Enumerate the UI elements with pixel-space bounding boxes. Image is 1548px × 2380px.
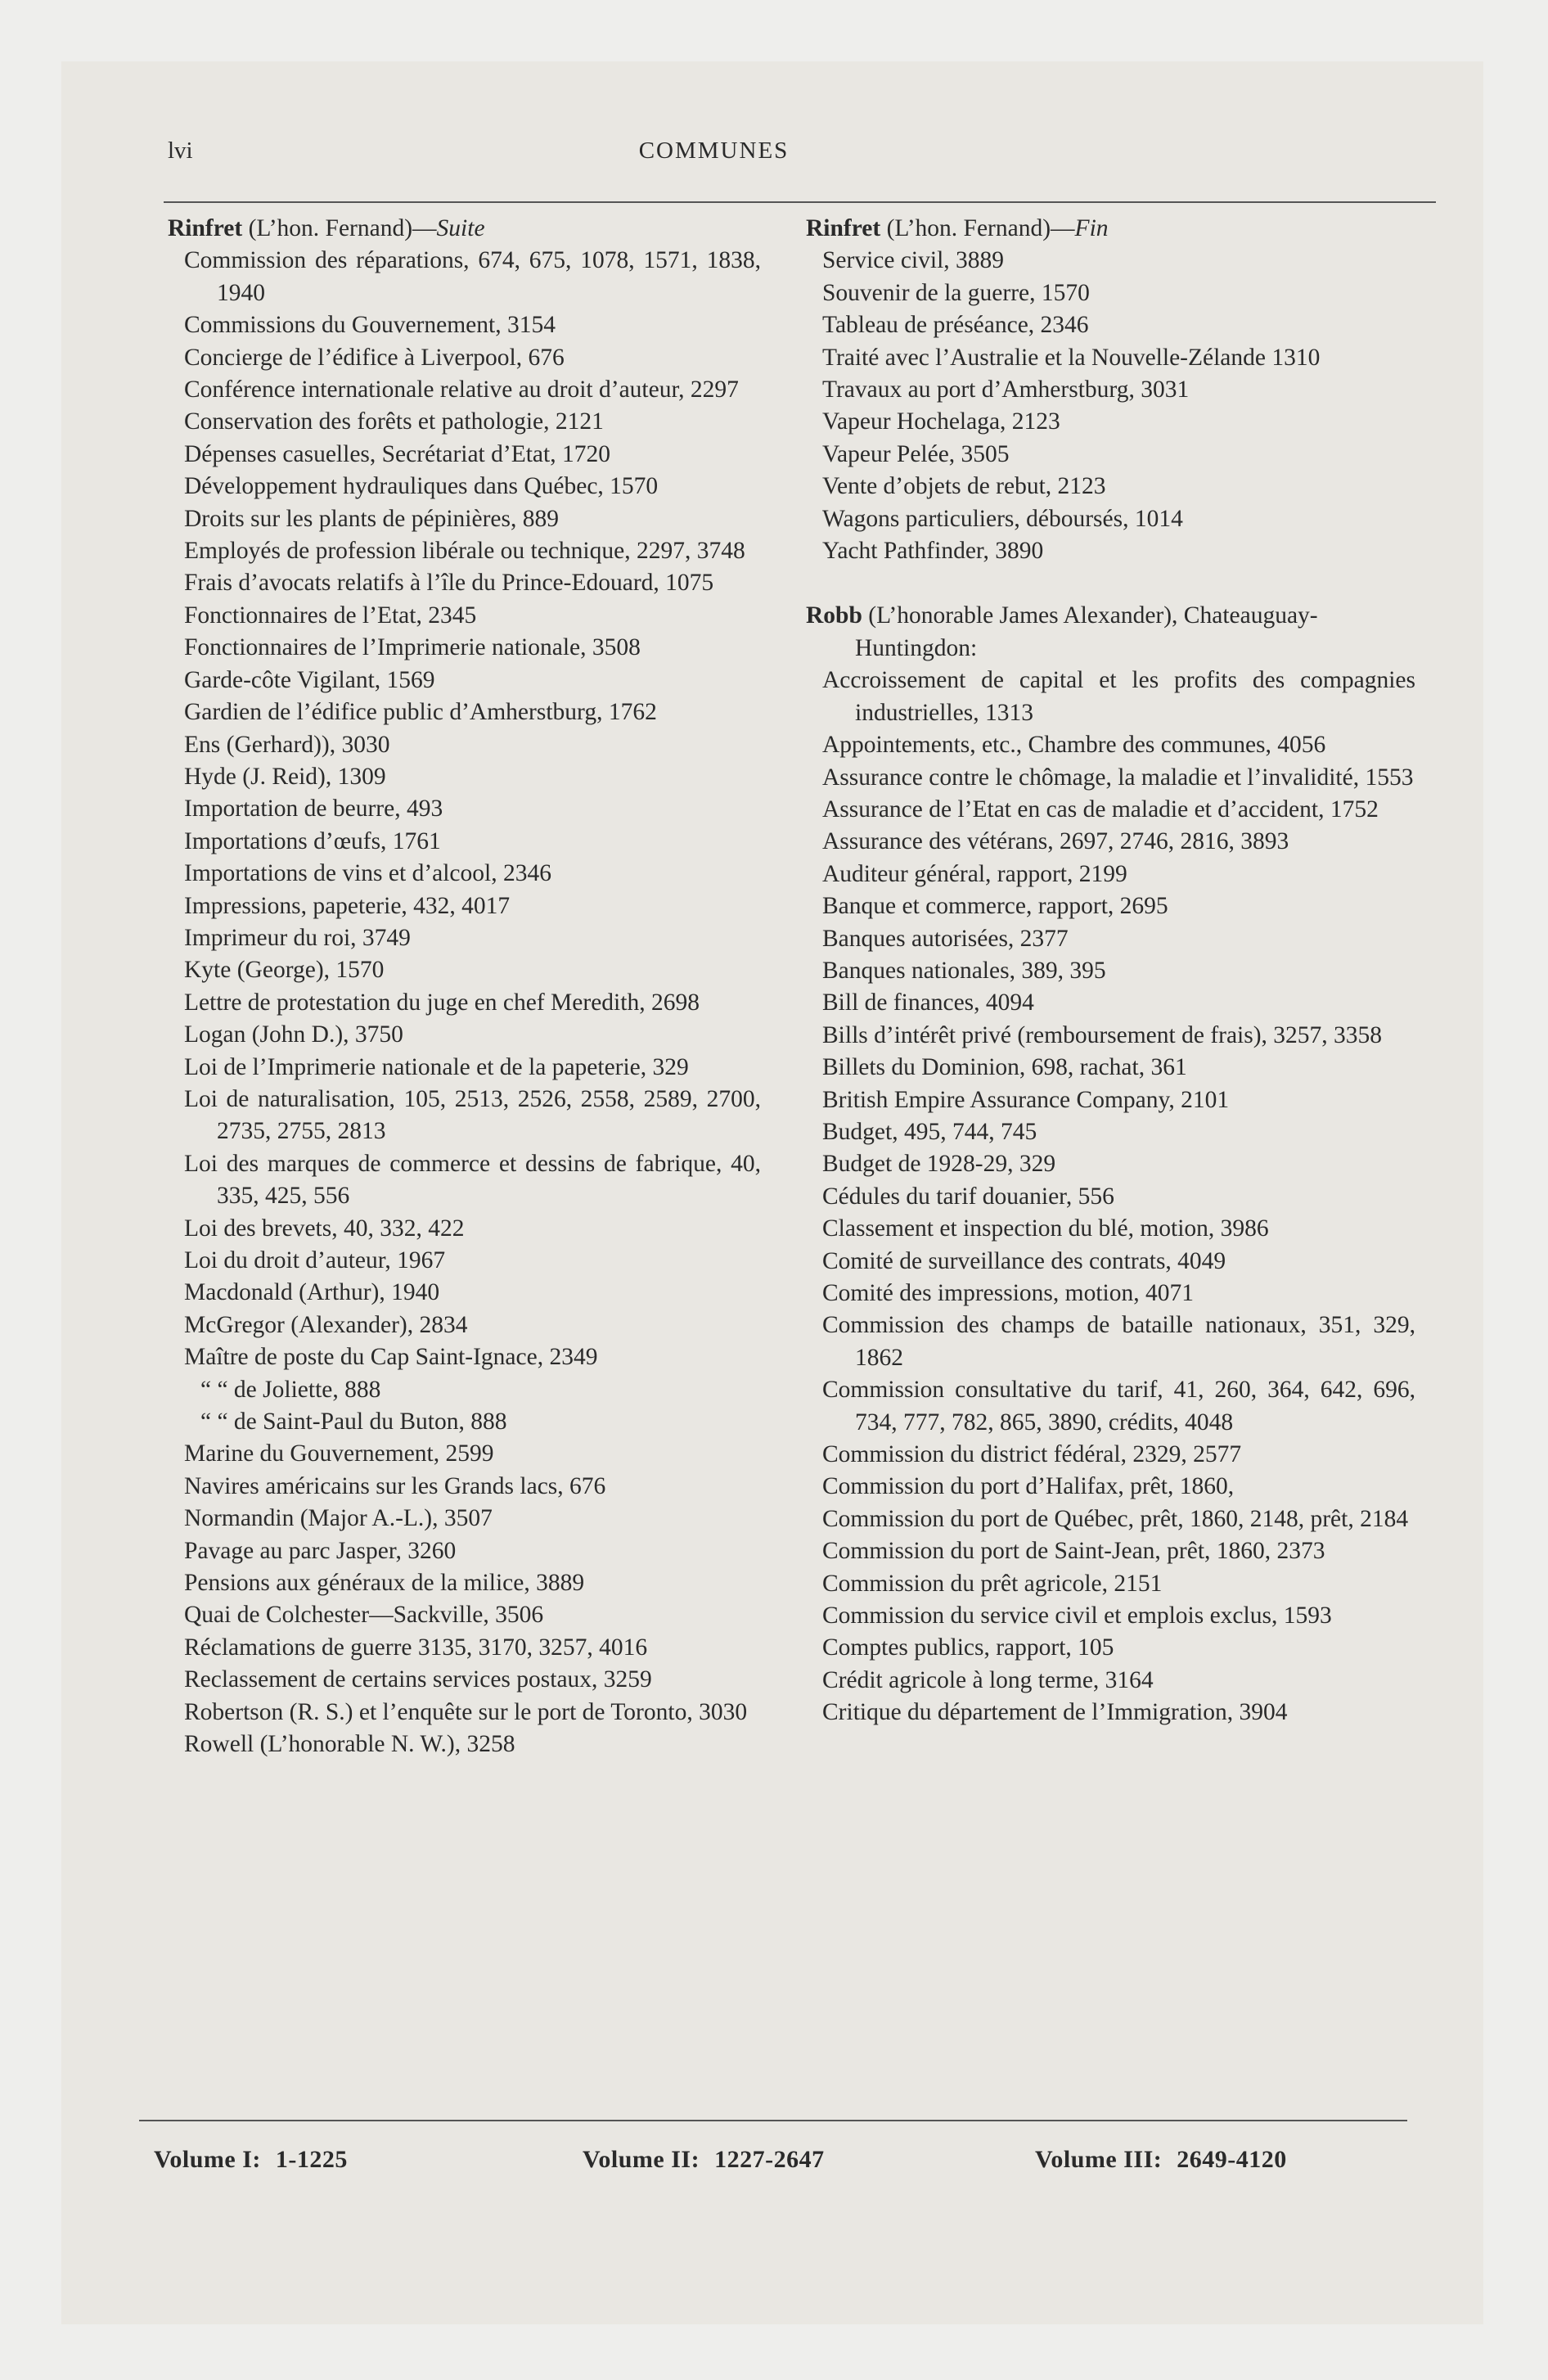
volume-pages: 1227-2647 [714, 2146, 825, 2173]
index-entry: Loi du droit d’auteur, 1967 [184, 1247, 446, 1273]
volume-label: Volume I: [154, 2146, 261, 2173]
index-entry: Billets du Dominion, 698, rachat, 361 [822, 1054, 1187, 1081]
index-entry: British Empire Assurance Company, 2101 [822, 1086, 1230, 1113]
index-entry: Conférence internationale relative au droit d’auteur, 2297 [184, 376, 739, 403]
index-entry: Loi des brevets, 40, 332, 422 [184, 1215, 465, 1242]
index-entry: Budget de 1928-29, 329 [822, 1151, 1056, 1178]
index-entry: Concierge de l’édifice à Liverpool, 676 [184, 344, 565, 371]
index-entry: Commission des réparations, 674, 675, 1078, 1571, 1838, 1940 [184, 247, 761, 306]
index-entry: Navires américains sur les Grands lacs, 676 [184, 1472, 606, 1499]
volume-pages: 1-1225 [275, 2146, 348, 2173]
volume-label: Volume III: [1035, 2146, 1163, 2173]
index-entry: Comité des impressions, motion, 4071 [822, 1280, 1194, 1306]
index-entry: Accroissement de capital et les profits des compagnies industrielles, 1313 [822, 667, 1415, 726]
index-entry: Loi de naturalisation, 105, 2513, 2526, 2558, 2589, 2700, 2735, 2755, 2813 [184, 1085, 761, 1145]
index-entry: Auditeur général, rapport, 2199 [822, 860, 1127, 887]
header-rule [164, 201, 1436, 203]
index-entry: Banque et commerce, rapport, 2695 [822, 893, 1168, 920]
heading-qualifier: Suite [436, 215, 485, 241]
index-entry: Assurance des vétérans, 2697, 2746, 2816, 3893 [822, 828, 1289, 855]
right-entries-robb [806, 665, 1415, 1729]
index-entry: Dépenses casuelles, Secrétariat d’Etat, 1720 [184, 440, 610, 467]
index-entry: McGregor (Alexander), 2834 [184, 1311, 468, 1338]
page-header [168, 137, 1440, 170]
index-entry: Travaux au port d’Amherstburg, 3031 [822, 376, 1190, 403]
left-entries [168, 245, 761, 1760]
index-entry: Normandin (Major A.-L.), 3507 [184, 1505, 493, 1532]
index-entry: Banques autorisées, 2377 [822, 925, 1069, 952]
index-entry: Tableau de préséance, 2346 [822, 312, 1089, 339]
index-entry: Imprimeur du roi, 3749 [184, 924, 411, 951]
index-entry: Assurance contre le chômage, la maladie et l’invalidité, 1553 [822, 764, 1414, 791]
index-entry: Banques nationales, 389, 395 [822, 957, 1106, 984]
index-entry: Importations de vins et d’alcool, 2346 [184, 860, 551, 887]
index-entry: Appointements, etc., Chambre des communes, 4056 [822, 732, 1326, 759]
index-entry: Importation de beurre, 493 [184, 796, 443, 823]
volume-1-range [154, 2146, 348, 2174]
index-entry: Macdonald (Arthur), 1940 [184, 1279, 440, 1306]
index-entry: “ “ de Saint-Paul du Buton, 888 [200, 1409, 507, 1436]
heading-name: Rinfret [806, 215, 881, 241]
page-number: lvi [168, 137, 193, 164]
index-entry: Yacht Pathfinder, 3890 [822, 538, 1044, 565]
heading-qualifier: Fin [1074, 215, 1109, 241]
index-entry: Quai de Colchester—Sackville, 3506 [184, 1602, 544, 1629]
index-entry: Fonctionnaires de l’Etat, 2345 [184, 602, 477, 629]
index-entry: “ “ de Joliette, 888 [200, 1376, 381, 1403]
index-entry: Marine du Gouvernement, 2599 [184, 1440, 494, 1467]
index-entry: Commission du district fédéral, 2329, 2577 [822, 1441, 1242, 1468]
index-entry: Commission des champs de bataille nationaux, 351, 329, 1862 [822, 1312, 1415, 1371]
index-entry: Logan (John D.), 3750 [184, 1021, 403, 1048]
index-entry: Reclassement de certains services postaux, 3259 [184, 1666, 652, 1693]
index-entry: Frais d’avocats relatifs à l’île du Prince-Edouard, 1075 [184, 570, 714, 597]
index-entry: Commission du prêt agricole, 2151 [822, 1570, 1163, 1597]
index-entry: Hyde (J. Reid), 1309 [184, 763, 386, 790]
index-entry: Fonctionnaires de l’Imprimerie nationale, 3508 [184, 634, 641, 661]
index-entry: Lettre de protestation du juge en chef Meredith, 2698 [184, 989, 700, 1016]
index-entry: Critique du département de l’Immigration, 3904 [822, 1699, 1288, 1726]
index-entry: Traité avec l’Australie et la Nouvelle-Zélande 1310 [822, 344, 1321, 371]
section-gap [806, 567, 1415, 600]
index-entry: Loi des marques de commerce et dessins de fabrique, 40, 335, 425, 556 [184, 1150, 761, 1210]
index-entry: Kyte (George), 1570 [184, 957, 385, 984]
index-entry: Conservation des forêts et pathologie, 2121 [184, 408, 604, 435]
volume-label: Volume II: [583, 2146, 700, 2173]
index-entry: Commissions du Gouvernement, 3154 [184, 312, 556, 339]
index-entry: Commission du port d’Halifax, prêt, 1860, [822, 1473, 1235, 1500]
index-entry: Budget, 495, 744, 745 [822, 1118, 1037, 1145]
index-entry: Commission consultative du tarif, 41, 260, 364, 642, 696, 734, 777, 782, 865, 3890, crédits, 4048 [822, 1377, 1415, 1436]
index-heading [168, 213, 761, 245]
heading-name: Robb [806, 602, 862, 629]
index-entry: Bill de finances, 4094 [822, 989, 1034, 1016]
index-entry: Pavage au parc Jasper, 3260 [184, 1537, 457, 1564]
index-entry: Gardien de l’édifice public d’Amherstburg, 1762 [184, 699, 657, 726]
index-entry: Droits sur les plants de pépinières, 889 [184, 505, 559, 532]
index-entry: Classement et inspection du blé, motion, 3986 [822, 1215, 1269, 1242]
index-entry: Robertson (R. S.) et l’enquête sur le port de Toronto, 3030 [184, 1698, 748, 1725]
index-entry: Vapeur Hochelaga, 2123 [822, 408, 1060, 435]
volume-pages: 2649-4120 [1177, 2146, 1287, 2173]
index-entry: Loi de l’Imprimerie nationale et de la papeterie, 329 [184, 1053, 689, 1080]
heading-text: (L’hon. Fernand)— [242, 215, 437, 241]
right-entries [806, 245, 1415, 567]
index-entry: Impressions, papeterie, 432, 4017 [184, 892, 511, 919]
index-entry: Ens (Gerhard)), 3030 [184, 731, 390, 758]
index-entry: Maître de poste du Cap Saint-Ignace, 2349 [184, 1344, 598, 1371]
index-entry: Crédit agricole à long terme, 3164 [822, 1666, 1154, 1693]
right-column [806, 213, 1415, 1729]
index-heading [806, 600, 1415, 665]
index-entry: Développement hydrauliques dans Québec, 1570 [184, 473, 659, 500]
left-column [168, 213, 761, 1761]
heading-text: (L’hon. Fernand)— [880, 215, 1075, 241]
index-entry: Souvenir de la guerre, 1570 [822, 279, 1090, 306]
index-entry: Comptes publics, rapport, 105 [822, 1634, 1114, 1661]
heading-name: Rinfret [168, 215, 243, 241]
index-entry: Assurance de l’Etat en cas de maladie et d’accident, 1752 [822, 796, 1379, 823]
index-entry: Wagons particuliers, déboursés, 1014 [822, 505, 1183, 532]
index-entry: Pensions aux généraux de la milice, 3889 [184, 1570, 585, 1597]
index-entry: Comité de surveillance des contrats, 4049 [822, 1247, 1226, 1274]
footer-rule [139, 2120, 1407, 2121]
index-entry: Cédules du tarif douanier, 556 [822, 1183, 1114, 1210]
index-entry: Importations d’œufs, 1761 [184, 827, 441, 854]
index-entry: Commission du service civil et emplois exclus, 1593 [822, 1602, 1332, 1629]
heading-text: (L’honorable James Alexander), Chateauguay-Huntingdon: [855, 602, 1318, 661]
index-entry: Employés de profession libérale ou technique, 2297, 3748 [184, 538, 745, 565]
index-entry: Service civil, 3889 [822, 247, 1005, 274]
index-entry: Réclamations de guerre 3135, 3170, 3257, 4016 [184, 1634, 648, 1661]
index-entry: Commission du port de Québec, prêt, 1860, 2148, prêt, 2184 [822, 1505, 1409, 1532]
index-entry: Garde-côte Vigilant, 1569 [184, 666, 435, 693]
index-entry: Vente d’objets de rebut, 2123 [822, 473, 1106, 500]
index-entry: Vapeur Pelée, 3505 [822, 440, 1010, 467]
volume-3-range [1035, 2146, 1287, 2174]
volume-2-range [583, 2146, 825, 2174]
index-entry: Rowell (L’honorable N. W.), 3258 [184, 1731, 515, 1758]
index-entry: Bills d’intérêt privé (remboursement de frais), 3257, 3358 [822, 1021, 1383, 1048]
index-heading [806, 213, 1415, 245]
running-title: COMMUNES [638, 137, 790, 164]
index-entry: Commission du port de Saint-Jean, prêt, 1860, 2373 [822, 1538, 1325, 1565]
